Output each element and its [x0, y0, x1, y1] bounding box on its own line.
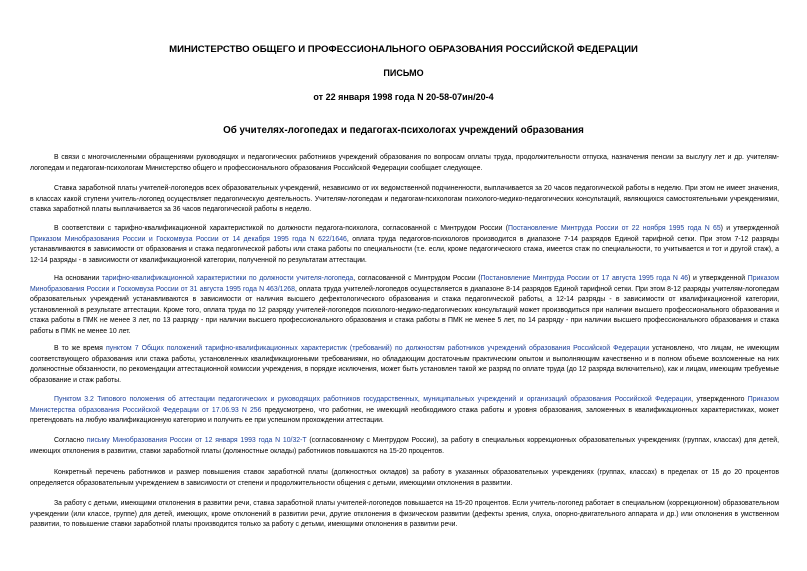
ministry-heading: МИНИСТЕРСТВО ОБЩЕГО И ПРОФЕССИОНАЛЬНОГО ОБРАЗОВАНИЯ РОССИЙСКОЙ ФЕДЕРАЦИИ: [169, 44, 638, 55]
link-order-622-1646[interactable]: Приказом Минобразования России и Госкомвуза России от 14 декабря 1995 года N 622/1646: [30, 235, 347, 243]
link-mintrud-resolution-65[interactable]: Постановление Минтруда России от 22 ноября 1995 года N 65: [508, 225, 721, 232]
link-order-463-1268[interactable]: Приказом Минобразования России и Госкомвуза России от 31 августа 1995 года N 463/1268: [30, 275, 779, 293]
link-attestation-regulation-item-3-2[interactable]: Пунктом 3.2 Типового положения об аттестации педагогических и руководящих работников государственных, муниципальных учреждений и организаций образования Российской Федерации: [54, 396, 692, 403]
paragraph-8: Конкретный перечень работников и размер повышения ставок заработной платы (должностных окладов) за работу в указанных образовательных учреждениях (группах, классах) в пределах от 15 до 20 процентов определяется образовательным учреждением в зависимости от степени и продолжительности общения с детьми, имеющими отклонения в развитии.: [30, 469, 779, 487]
paragraph-6-text-b: предусмотрено, что работник, не имеющий необходимого стажа работы и уровня образования, заложенных в квалификационных характеристиках, может претендовать на любую квалификационную категорию и получить ее при успешном прохождении аттестации.: [30, 406, 779, 425]
paragraph-2: Ставка заработной платы учителей-логопедов всех образовательных учреждений, независимо от их ведомственной подчиненности, выплачивается за 20 часов педагогической работы в неделю. При этом не имеет значения, в классах какой ступени учитель-логопед осуществляет педагогическую деятельность. Учителям-логопедам и педагогам-психологам психолого-медико-педагогических консультаций, являющихся самостоятельными учреждениями, ставка заработной платы выплачивается за 36 часов педагогической работы в неделю.: [30, 185, 779, 214]
paragraph-4-text-c: ) и утвержденной: [688, 275, 748, 282]
paragraph-4-text-b: , согласованной с Минтрудом России (: [353, 275, 481, 282]
document-title: Об учителях-логопедах и педагогах-психологах учреждений образования: [223, 125, 584, 136]
paragraph-6-text-a: , утвержденного: [691, 396, 748, 403]
paragraph-6: [30, 395, 779, 427]
paragraph-7: [30, 436, 779, 457]
paragraph-3-text-b: ) и утвержденной: [720, 225, 780, 232]
paragraph-7-text-b: (согласованному с Минтрудом России), за работу в специальных коррекционных образовательных учреждениях (группах, классах) для детей, имеющих отклонения в развитии, ставки заработной платы (должностные оклады) работников повышаются на 15-20 процентов.: [30, 437, 780, 455]
link-general-provisions-item-7[interactable]: пунктом 7 Общих положений тарифно-квалификационных характеристик (требований) по должностям работников учреждений образования Российской Федерации: [105, 345, 650, 352]
paragraph-3-text-c: , оплата труда педагогов-психологов производится в диапазоне 7-14 разрядов Единой тарифной сетки. При этом 7-12 разряды устанавливаются в зависимости от образования и стажа педагогической работы или стажа работы по специальности (т.е. если, кроме педагогического стажа, имеется стаж по специальности, то учитывается и тот и другой стаж), а 12-14 разряды - в зависимости от квалификационной категории, полученной по результатам аттестации.: [30, 235, 780, 264]
paragraph-3: [30, 224, 779, 266]
paragraph-3-text-a: В соответствии с тарифно-квалификационной характеристикой по должности педагога-психолога, согласованной с Минтрудом России (: [54, 225, 509, 232]
link-order-256[interactable]: Приказом Министерства образования Российской Федерации от 17.06.93 N 256: [30, 396, 779, 414]
paragraph-4-text-d: , оплата труда учителей-логопедов осуществляется в диапазоне 8-14 разрядов Единой тарифной сетки. При этом 8-12 разряды учителям-логопедам образовательных учреждений устанавливаются в зависимости от наличия высшего дефектологического образования и стажа педагогической работы, а 12-14 разряды - в зависимости от квалификационной категории, установленной в результате аттестации. Кроме того, оплата труда по 12 разряду учителей-логопедов психолого-медико-педагогических консультаций может производиться при наличии высшего профессионального образования и стажа работы в ПМК не менее 3 лет, по 13 разряду - при наличии высшего профессионального образования и стажа работы в ПМК не менее 5 лет, по 14 разряду - при наличии высшего профессионального образования и стажа работы в ПМК не менее 10 лет.: [30, 285, 779, 335]
paragraph-7-text-a: Согласно: [54, 437, 87, 444]
paragraph-4: [30, 274, 779, 338]
link-mintrud-resolution-46[interactable]: Постановление Минтруда России от 17 августа 1995 года N 46: [480, 275, 689, 282]
link-letter-10-32-t[interactable]: письму Минобразования России от 12 января 1993 года N 10/32-Т: [86, 437, 307, 444]
document-date-number: от 22 января 1998 года N 20-58-07ин/20-4: [313, 92, 494, 102]
paragraph-5: [30, 344, 779, 386]
paragraph-5-text-a: В то же время: [54, 345, 106, 352]
paragraph-4-text-a: На основании: [54, 275, 102, 282]
document-type: ПИСЬМО: [383, 68, 424, 78]
link-speech-therapist-characteristic[interactable]: тарифно-квалификационной характеристики по должности учителя-логопеда: [101, 275, 354, 282]
paragraph-1: В связи с многочисленными обращениями руководящих и педагогических работников учреждений образования по вопросам оплаты труда, продолжительности отпуска, назначения пенсии за выслугу лет и др. учителям-логопедам и педагогам-психологам Министерство общего и профессионального образования Российской Федерации сообщает следующее.: [30, 154, 779, 172]
paragraph-5-text-b: установлено, что лицам, не имеющим соответствующего образования или стажа работы, установленных квалификационными требованиями, но обладающим достаточным практическим опытом и выполняющим качественно и в полном объеме возложенные на них должностные обязанности, по рекомендации аттестационной комиссии учреждения, в порядке исключения, может быть установлен такой же разряд по оплате труда (до 12 разряда включительно), как и лицам, имеющим требуемые образование и стаж работы.: [30, 345, 780, 384]
paragraph-9: За работу с детьми, имеющими отклонения в развитии речи, ставка заработной платы учителей-логопедов повышается на 15-20 процентов. Если учитель-логопед работает в специальном (коррекционном) образовательном учреждении (или классе, группе) для детей, имеющих, кроме отклонений в развитии речи, другие отклонения в физическом развитии (дефекты зрения, слуха, опорно-двигательного аппарата и др.) или отклонения в умственном развитии, то повышение ставки заработной платы производится только за работу с детьми, имеющими отклонения в развитии речи.: [30, 500, 779, 529]
